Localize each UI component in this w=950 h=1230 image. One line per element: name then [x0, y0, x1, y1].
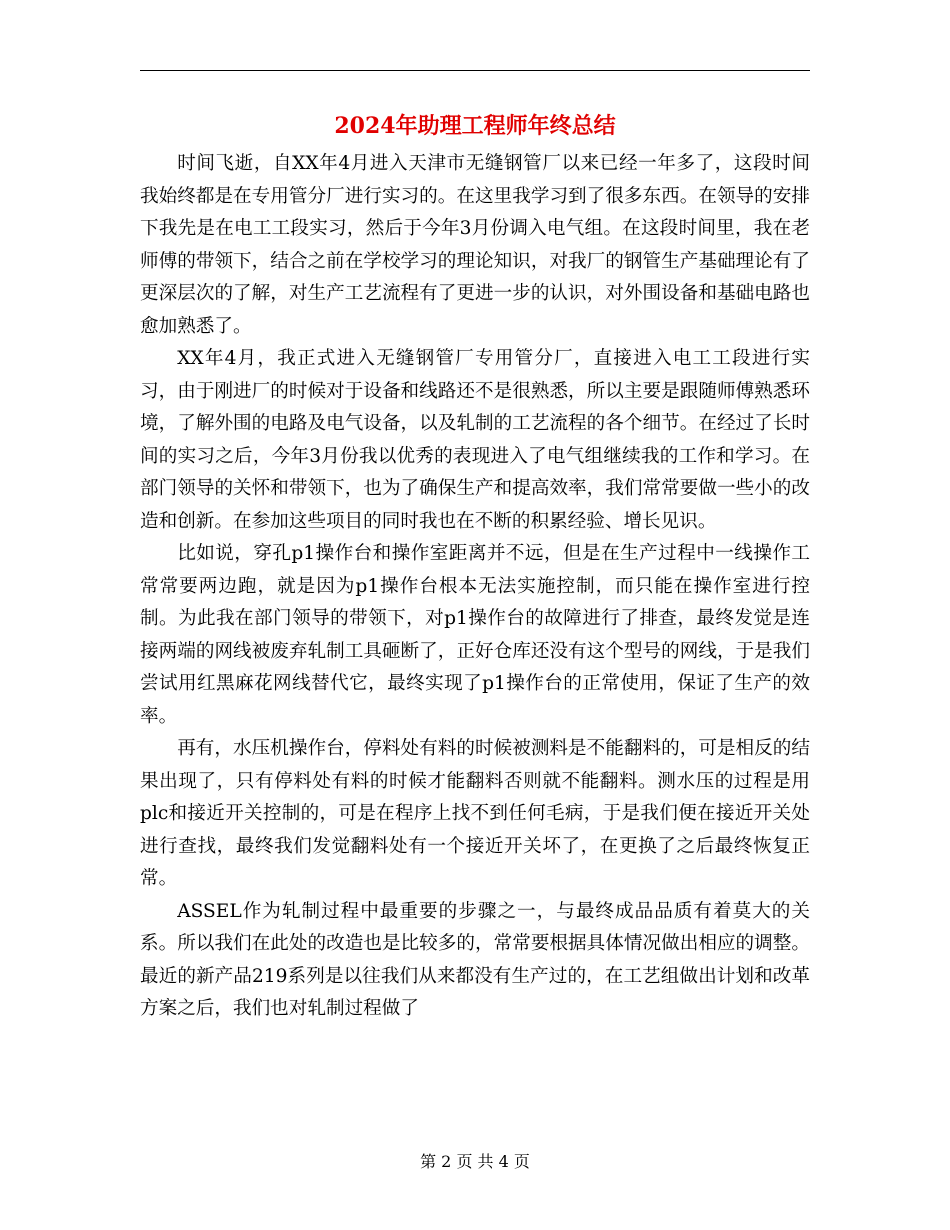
body-paragraph: 比如说，穿孔p1操作台和操作室距离并不远，但是在生产过程中一线操作工常常要两边跑，就是因为p1操作台根本无法实施控制，而只能在操作室进行控制。为此我在部门领导的带领下，对p1操作台的故障进行了排查，最终发觉是连接两端的网线被废弃轧制工具砸断了，正好仓库还没有这个型号的网线，于是我们尝试用红黑麻花网线替代它，最终实现了p1操作台的正常使用，保证了生产的效率。 [140, 543, 810, 727]
body-paragraph: 时间飞逝，自XX年4月进入天津市无缝钢管厂以来已经一年多了，这段时间我始终都是在专用管分厂进行实习的。在这里我学习到了很多东西。在领导的安排下我先是在电工工段实习，然后于今年3月份调入电气组。在这段时间里，我在老师傅的带领下，结合之前在学校学习的理论知识，对我厂的钢管生产基础理论有了更深层次的了解，对生产工艺流程有了更进一步的认识，对外围设备和基础电路也愈加熟悉了。 [140, 153, 810, 337]
body-paragraph: 再有，水压机操作台，停料处有料的时候被测料是不能翻料的，可是相反的结果出现了，只有停料处有料的时候才能翻料否则就不能翻料。测水压的过程是用plc和接近开关控制的，可是在程序上找不到任何毛病，于是我们便在接近开关处进行查找，最终我们发觉翻料处有一个接近开关坏了，在更换了之后最终恢复正常。 [140, 738, 810, 889]
body-paragraph: XX年4月，我正式进入无缝钢管厂专用管分厂，直接进入电工工段进行实习，由于刚进厂的时候对于设备和线路还不是很熟悉，所以主要是跟随师傅熟悉环境，了解外围的电路及电气设备，以及轧制的工艺流程的各个细节。在经过了长时间的实习之后，今年3月份我以优秀的表现进入了电气组继续我的工作和学习。在部门领导的关怀和带领下，也为了确保生产和提高效率，我们常常要做一些小的改造和创新。在参加这些项目的同时我也在不断的积累经验、增长见识。 [140, 348, 810, 532]
document-title: 2024年助理工程师年终总结 [334, 113, 616, 139]
document-body [140, 148, 810, 1026]
page-number: 第 2 页 共 4 页 [420, 1152, 530, 1171]
header-rule [140, 70, 810, 71]
body-paragraph: ASSEL作为轧制过程中最重要的步骤之一，与最终成品品质有着莫大的关系。所以我们在此处的改造也是比较多的，常常要根据具体情况做出相应的调整。最近的新产品219系列是以往我们从来都没有生产过的，在工艺组做出计划和改革方案之后，我们也对轧制过程做了 [140, 900, 810, 1019]
